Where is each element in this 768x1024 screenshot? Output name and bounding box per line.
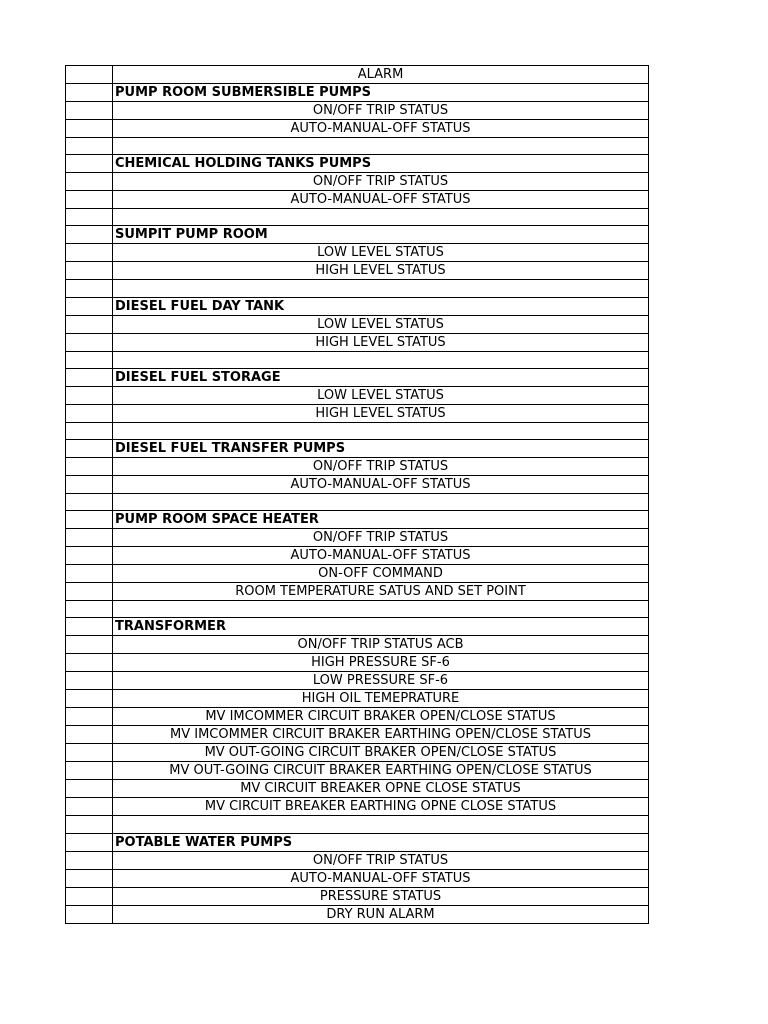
index-cell <box>66 636 113 654</box>
index-cell <box>66 726 113 744</box>
item-row <box>66 191 649 209</box>
alarm-table <box>65 65 649 924</box>
group-title: SUMPIT PUMP ROOM <box>113 226 649 244</box>
alarm-item-label: LOW LEVEL STATUS <box>113 386 649 404</box>
index-cell <box>66 905 113 923</box>
index-cell <box>66 102 113 120</box>
spacer-row <box>66 138 649 155</box>
group-row <box>66 618 649 636</box>
item-row <box>66 780 649 798</box>
alarm-item-label: LOW LEVEL STATUS <box>113 244 649 262</box>
alarm-item-label: LOW LEVEL STATUS <box>113 315 649 333</box>
item-row <box>66 654 649 672</box>
index-cell <box>66 887 113 905</box>
alarm-item-label: ON/OFF TRIP STATUS ACB <box>113 636 649 654</box>
index-cell <box>66 439 113 457</box>
index-cell <box>66 84 113 102</box>
index-cell <box>66 565 113 583</box>
alarm-table-body <box>66 66 649 924</box>
item-row <box>66 869 649 887</box>
group-title: CHEMICAL HOLDING TANKS PUMPS <box>113 155 649 173</box>
index-cell <box>66 475 113 493</box>
alarm-item-label: ON/OFF TRIP STATUS <box>113 851 649 869</box>
index-cell <box>66 351 113 368</box>
alarm-item-label: MV OUT-GOING CIRCUIT BRAKER EARTHING OPEN/CLOSE STATUS <box>113 762 649 780</box>
item-row <box>66 636 649 654</box>
item-row <box>66 708 649 726</box>
item-row <box>66 386 649 404</box>
item-row <box>66 565 649 583</box>
index-cell <box>66 583 113 601</box>
index-cell <box>66 869 113 887</box>
alarm-item-label: ON/OFF TRIP STATUS <box>113 173 649 191</box>
alarm-item-label: MV IMCOMMER CIRCUIT BRAKER EARTHING OPEN/CLOSE STATUS <box>113 726 649 744</box>
item-row <box>66 333 649 351</box>
group-title: PUMP ROOM SUBMERSIBLE PUMPS <box>113 84 649 102</box>
index-cell <box>66 457 113 475</box>
index-cell <box>66 244 113 262</box>
item-row <box>66 726 649 744</box>
item-row <box>66 583 649 601</box>
alarm-item-label: AUTO-MANUAL-OFF STATUS <box>113 547 649 565</box>
empty-cell <box>113 422 649 439</box>
empty-cell <box>113 493 649 510</box>
item-row <box>66 905 649 923</box>
alarm-item-label: HIGH LEVEL STATUS <box>113 404 649 422</box>
alarm-item-label: LOW PRESSURE SF-6 <box>113 672 649 690</box>
header-row <box>66 66 649 84</box>
item-row <box>66 851 649 869</box>
alarm-item-label: ON/OFF TRIP STATUS <box>113 457 649 475</box>
index-cell <box>66 654 113 672</box>
alarm-item-label: MV IMCOMMER CIRCUIT BRAKER OPEN/CLOSE STATUS <box>113 708 649 726</box>
index-cell <box>66 672 113 690</box>
index-cell <box>66 138 113 155</box>
group-row <box>66 511 649 529</box>
alarm-item-label: MV CIRCUIT BREAKER EARTHING OPNE CLOSE STATUS <box>113 798 649 816</box>
item-row <box>66 798 649 816</box>
alarm-item-label: AUTO-MANUAL-OFF STATUS <box>113 475 649 493</box>
index-cell <box>66 191 113 209</box>
alarm-item-label: HIGH OIL TEMEPRATURE <box>113 690 649 708</box>
item-row <box>66 244 649 262</box>
item-row <box>66 475 649 493</box>
alarm-item-label: MV CIRCUIT BREAKER OPNE CLOSE STATUS <box>113 780 649 798</box>
header-index-cell <box>66 66 113 84</box>
spacer-row <box>66 280 649 297</box>
item-row <box>66 744 649 762</box>
index-cell <box>66 173 113 191</box>
alarm-item-label: HIGH LEVEL STATUS <box>113 262 649 280</box>
group-title: PUMP ROOM SPACE HEATER <box>113 511 649 529</box>
spacer-row <box>66 493 649 510</box>
alarm-item-label: ON/OFF TRIP STATUS <box>113 102 649 120</box>
group-row <box>66 833 649 851</box>
item-row <box>66 315 649 333</box>
item-row <box>66 120 649 138</box>
item-row <box>66 457 649 475</box>
alarm-item-label: MV OUT-GOING CIRCUIT BRAKER OPEN/CLOSE STATUS <box>113 744 649 762</box>
index-cell <box>66 280 113 297</box>
index-cell <box>66 708 113 726</box>
spacer-row <box>66 351 649 368</box>
item-row <box>66 262 649 280</box>
empty-cell <box>113 138 649 155</box>
index-cell <box>66 529 113 547</box>
spacer-row <box>66 601 649 618</box>
index-cell <box>66 833 113 851</box>
empty-cell <box>113 280 649 297</box>
item-row <box>66 547 649 565</box>
alarm-item-label: HIGH PRESSURE SF-6 <box>113 654 649 672</box>
alarm-item-label: AUTO-MANUAL-OFF STATUS <box>113 191 649 209</box>
item-row <box>66 173 649 191</box>
index-cell <box>66 798 113 816</box>
group-row <box>66 155 649 173</box>
alarm-item-label: ON-OFF COMMAND <box>113 565 649 583</box>
group-row <box>66 226 649 244</box>
index-cell <box>66 690 113 708</box>
empty-cell <box>113 209 649 226</box>
alarm-item-label: PRESSURE STATUS <box>113 887 649 905</box>
index-cell <box>66 511 113 529</box>
item-row <box>66 404 649 422</box>
item-row <box>66 887 649 905</box>
index-cell <box>66 315 113 333</box>
alarm-item-label: ROOM TEMPERATURE SATUS AND SET POINT <box>113 583 649 601</box>
index-cell <box>66 120 113 138</box>
index-cell <box>66 851 113 869</box>
index-cell <box>66 422 113 439</box>
index-cell <box>66 333 113 351</box>
item-row <box>66 529 649 547</box>
item-row <box>66 672 649 690</box>
alarm-item-label: ON/OFF TRIP STATUS <box>113 529 649 547</box>
group-row <box>66 297 649 315</box>
item-row <box>66 690 649 708</box>
alarm-item-label: AUTO-MANUAL-OFF STATUS <box>113 120 649 138</box>
group-title: DIESEL FUEL STORAGE <box>113 368 649 386</box>
empty-cell <box>113 351 649 368</box>
index-cell <box>66 404 113 422</box>
index-cell <box>66 493 113 510</box>
group-row <box>66 84 649 102</box>
index-cell <box>66 744 113 762</box>
group-title: TRANSFORMER <box>113 618 649 636</box>
group-title: DIESEL FUEL DAY TANK <box>113 297 649 315</box>
empty-cell <box>113 601 649 618</box>
group-title: DIESEL FUEL TRANSFER PUMPS <box>113 439 649 457</box>
spacer-row <box>66 209 649 226</box>
alarm-item-label: AUTO-MANUAL-OFF STATUS <box>113 869 649 887</box>
empty-cell <box>113 816 649 833</box>
alarm-item-label: HIGH LEVEL STATUS <box>113 333 649 351</box>
index-cell <box>66 601 113 618</box>
group-row <box>66 439 649 457</box>
group-row <box>66 368 649 386</box>
index-cell <box>66 297 113 315</box>
index-cell <box>66 780 113 798</box>
index-cell <box>66 386 113 404</box>
index-cell <box>66 618 113 636</box>
column-header: ALARM <box>113 66 649 84</box>
index-cell <box>66 762 113 780</box>
spacer-row <box>66 422 649 439</box>
index-cell <box>66 209 113 226</box>
item-row <box>66 762 649 780</box>
item-row <box>66 102 649 120</box>
group-title: POTABLE WATER PUMPS <box>113 833 649 851</box>
index-cell <box>66 226 113 244</box>
index-cell <box>66 262 113 280</box>
spacer-row <box>66 816 649 833</box>
index-cell <box>66 155 113 173</box>
index-cell <box>66 816 113 833</box>
index-cell <box>66 547 113 565</box>
index-cell <box>66 368 113 386</box>
alarm-item-label: DRY RUN ALARM <box>113 905 649 923</box>
